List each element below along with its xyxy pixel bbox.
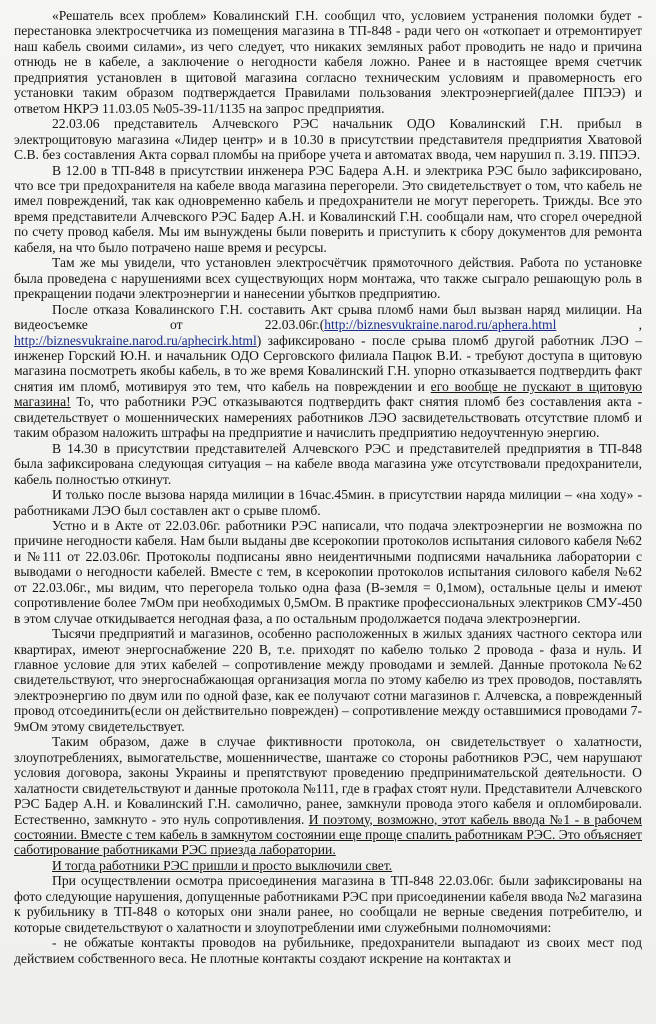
paragraph-4: Там же мы увидели, что установлен электросчётчик прямоточного действия. Работа по установке была проведена с нарушениями всех существующих норм монтажа, что также сыграло решающую роль в прекращении подачи электроэнергии и нанесении убытков предприятию. [14, 255, 642, 302]
paragraph-5-text-b: , [556, 317, 642, 333]
paragraph-10-underlined: И поэтому, возможно, этот кабель ввода №1 - в рабочем состоянии. Вместе с тем кабель в замкнутом состоянии еще проще спалить работникам РЭС. Это объясняет саботирование работниками РЭС приезда лаборатории. [14, 811, 642, 858]
paragraph-5-underlined: его вообще не пускают в щитовую магазина! [14, 378, 642, 410]
paragraph-5 [14, 302, 642, 441]
paragraph-5-text-a: После отказа Ковалинского Г.Н. составить Акт срыва пломб нами был вызван наряд милиции. На видеосъемке от 22.03.06г.( [14, 301, 642, 333]
paragraph-10 [14, 734, 642, 858]
paragraph-11: И тогда работники РЭС пришли и просто выключили свет. [52, 857, 393, 873]
paragraph-3: В 12.00 в ТП-848 в присутствии инженера РЭС Бадера А.Н. и электрика РЭС было зафиксировано, что все три предохранителя на кабеле ввода магазина перегорели. Это свидетельствует о том, что кабель не имел повреждений, так как одновременно кабель и предохранители не могут перегореть. Трижды. Все это время представители Алчевского РЭС Бадер А.Н. и Ковалинский Г.Н. сообщали нам, что сгорел очередной по счету провод кабеля. Мы им вынуждены были поверить и приступить к сбору документов для ремонта кабеля, на что было потрачено наше время и ресурсы. [14, 162, 642, 255]
paragraph-5-text-d: То, что работники РЭС отказываются подтвердить факт снятия пломб без составления акта - свидетельствует о мошеннических намерениях работников ЛЭО засвидетельствовать отсутствие пломб и таким образом наложить штрафы на предприятие и начислить предприятию недоучтенную энергию. [14, 394, 642, 441]
video-link-aphecirk[interactable]: http://biznesvukraine.narod.ru/aphecirk.html [14, 332, 257, 348]
paragraph-8: Устно и в Акте от 22.03.06г. работники РЭС написали, что подача электроэнергии не возможна по причине негодности кабеля. Нам были выданы две ксерокопии протоколов испытания силового кабеля №62 и №111 от 22.03.06г. Протоколы подписаны явно неидентичными подписями начальника лаборатории с выводами о негодности кабелей. Вместе с тем, в ксерокопии протоколов испытания силового кабеля №62 от 22.03.06г., мы видим, что перегорела только одна фаза (В-земля = 0,1мом), остальные целы и имеют сопротивление более 7мОм при необходимых 0,5мОм. В практике профессиональных электриков СМУ-450 в этом случае откидывается негодная фаза, а по остальным продолжается подача электроэнергии. [14, 517, 642, 626]
paragraph-12: При осуществлении осмотра присоединения магазина в ТП-848 22.03.06г. были зафиксированы на фото следующие нарушения, допущенные работниками РЭС при присоединении кабеля ввода №2 магазина к рубильнику в ТП-848 о которых они знали ранее, но сообщали не верные сведения потребителю, и которые свидетельствуют о халатности и злоупотреблении ими служебными полномочиями: [14, 873, 642, 935]
paragraph-13: - не обжатые контакты проводов на рубильнике, предохранители выпадают из своих мест под действием собственного веса. Не плотные контакты создают искрение на контактах и [14, 935, 642, 966]
paragraph-6: В 14.30 в присутствии представителей Алчевского РЭС и представителей предприятия в ТП-848 была зафиксирована следующая ситуация – на кабеле ввода магазина уже отсутствовали предохранители, кабель полностью откинут. [14, 440, 642, 487]
paragraph-7: И только после вызова наряда милиции в 16час.45мин. в присутствии наряда милиции – «на ходу» - работниками ЛЭО был составлен акт о срыве пломб. [14, 487, 642, 518]
video-link-aphera[interactable]: http://biznesvukraine.narod.ru/aphera.html [324, 317, 557, 333]
paragraph-1: «Решатель всех проблем» Ковалинский Г.Н. сообщил что, условием устранения поломки будет - перестановка электросчетчика из помещения магазина в ТП-848 - ради чего он «откопает и отремонтирует наш кабель своими силами», из чего следует, что никаких земляных работ проводить не надо и причина отнюдь не в кабеле, а заключение о негодности кабеля ложно. Ранее и в настоящее время счетчик предприятия установлен в щитовой магазина согласно техническим условиям и правомерность его установки таким образом подтверждается Правилами пользования электроэнергией(далее ППЭЭ) и ответом НКРЭ 11.03.05 №05-39-11/1135 на запрос предприятия. [14, 8, 642, 116]
paragraph-9: Тысячи предприятий и магазинов, особенно расположенных в жилых зданиях частного сектора или квартирах, имеют энергоснабжение 220 В, т.е. приходят по кабелю только 2 провода - фаза и нуль. И главное условие для этих кабелей – сопротивление между проводами и землей. Данные протокола №62 свидетельствуют, что энергоснабжающая организация могла по этому кабелю из трех проводов, поставлять электроэнергию по двум или по одной фазе, как ее получают сотни магазинов г. Алчевска, а поврежденный провод отсоединить(если он действительно поврежден) – сопротивление между оставшимися проводами 7-9мОм этому свидетельствует. [14, 626, 642, 734]
paragraph-2: 22.03.06 представитель Алчевского РЭС начальник ОДО Ковалинский Г.Н. прибыл в электрощитовую магазина «Лидер центр» и в 10.30 в присутствии представителя предприятия Хватовой С.В. без составления Акта сорвал пломбы на приборе учета и автоматах ввода, чем нарушил п. 3.19. ППЭЭ. [14, 116, 642, 163]
paragraph-5-text-c: ) зафиксировано - после срыва пломб другой работник ЛЭО – инженер Горский Ю.Н. и начальник ОДО Серговского филиала Пацюк В.И. - требуют доступа в щитовую магазина посмотреть якобы кабель, в то же время Ковалинский Г.Н. упорно отказывается подтвердить факт снятия им пломб, мотивируя это тем, что кабель на повреждении и [14, 332, 642, 394]
paragraph-10-text: Таким образом, даже в случае фиктивности протокола, он свидетельствует о халатности, злоупотреблениях, вымогательстве, мошенничестве, шантаже со стороны работников РЭС, чем нарушают условия договора, законы Украины и препятствуют проведению предпринимательской деятельности. О халатности свидетельствуют и данные протокола №111, где в графах стоят нули. Представители Алчевского РЭС Бадер А.Н. и Ковалинский Г.Н. самолично, ранее, замкнули провода этого кабеля и опломбировали. Естественно, замкнуто - это нуль сопротивления. [14, 734, 642, 827]
